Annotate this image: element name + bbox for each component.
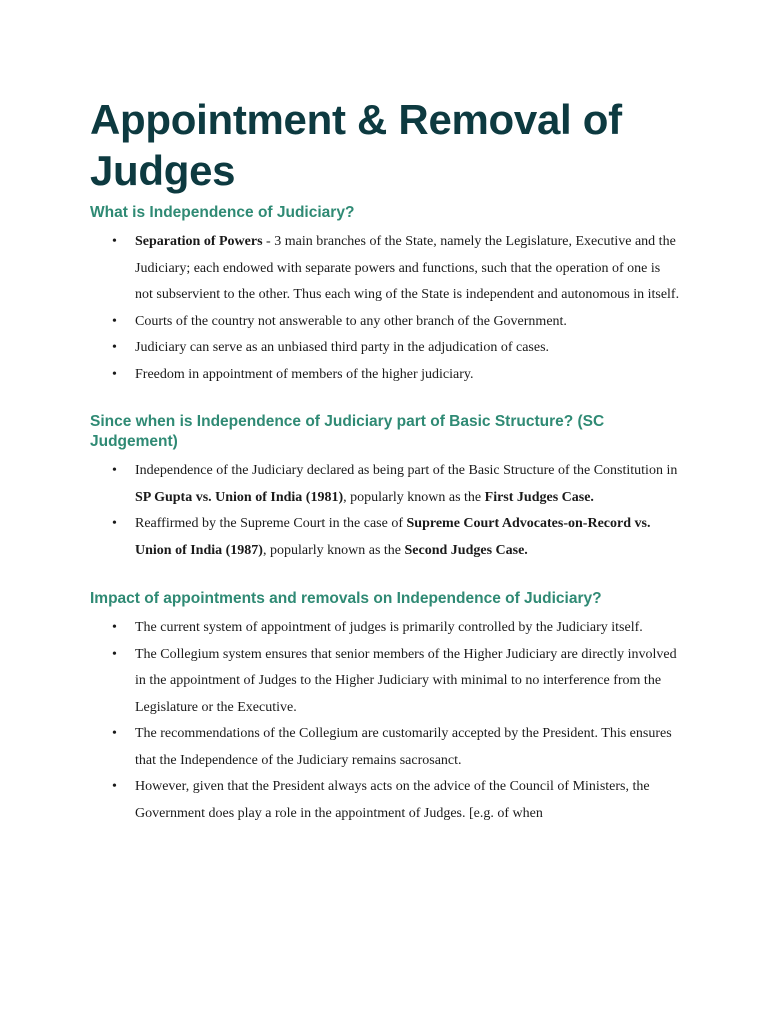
list-item: • Judiciary can serve as an unbiased third party in the adjudication of cases. bbox=[90, 335, 680, 362]
section-heading-basic-structure: Since when is Independence of Judiciary part of Basic Structure? (SC Judgement) bbox=[90, 413, 605, 450]
list-item: • Separation of Powers - 3 main branches of the State, namely the Legislature, Executive and the Judiciary; each endowed with separate powers and functions, such that the operation of one is not subservient to the other. Thus each wing of the State is independent and autonomous in itself. bbox=[90, 229, 680, 309]
list-item: • Freedom in appointment of members of the higher judiciary. bbox=[90, 362, 680, 389]
list-item: • The current system of appointment of judges is primarily controlled by the Judiciary itself. bbox=[90, 615, 680, 642]
list-item: • Independence of the Judiciary declared as being part of the Basic Structure of the Constitution in SP Gupta vs. Union of India (1981), popularly known as the First Judges Case. bbox=[90, 458, 680, 511]
document-page bbox=[90, 94, 680, 827]
list-item: • However, given that the President always acts on the advice of the Council of Ministers, the Government does play a role in the appointment of Judges. [e.g. of when bbox=[90, 774, 680, 827]
section-heading-impact: Impact of appointments and removals on Independence of Judiciary? bbox=[90, 590, 602, 607]
bullet-list-impact bbox=[90, 615, 680, 827]
section-heading-independence: What is Independence of Judiciary? bbox=[90, 204, 355, 221]
list-item: • Reaffirmed by the Supreme Court in the case of Supreme Court Advocates-on-Record vs. Union of India (1987), popularly known as the Second Judges Case. bbox=[90, 511, 680, 564]
list-item: • The Collegium system ensures that senior members of the Higher Judiciary are directly involved in the appointment of Judges to the Higher Judiciary with minimal to no interference from the Legislature or the Executive. bbox=[90, 642, 680, 722]
bullet-list-basic-structure bbox=[90, 458, 680, 564]
bullet-list-independence bbox=[90, 229, 680, 388]
list-item: • The recommendations of the Collegium are customarily accepted by the President. This ensures that the Independence of the Judiciary remains sacrosanct. bbox=[90, 721, 680, 774]
page-title: Appointment & Removal of Judges bbox=[90, 96, 622, 194]
list-item: • Courts of the country not answerable to any other branch of the Government. bbox=[90, 309, 680, 336]
